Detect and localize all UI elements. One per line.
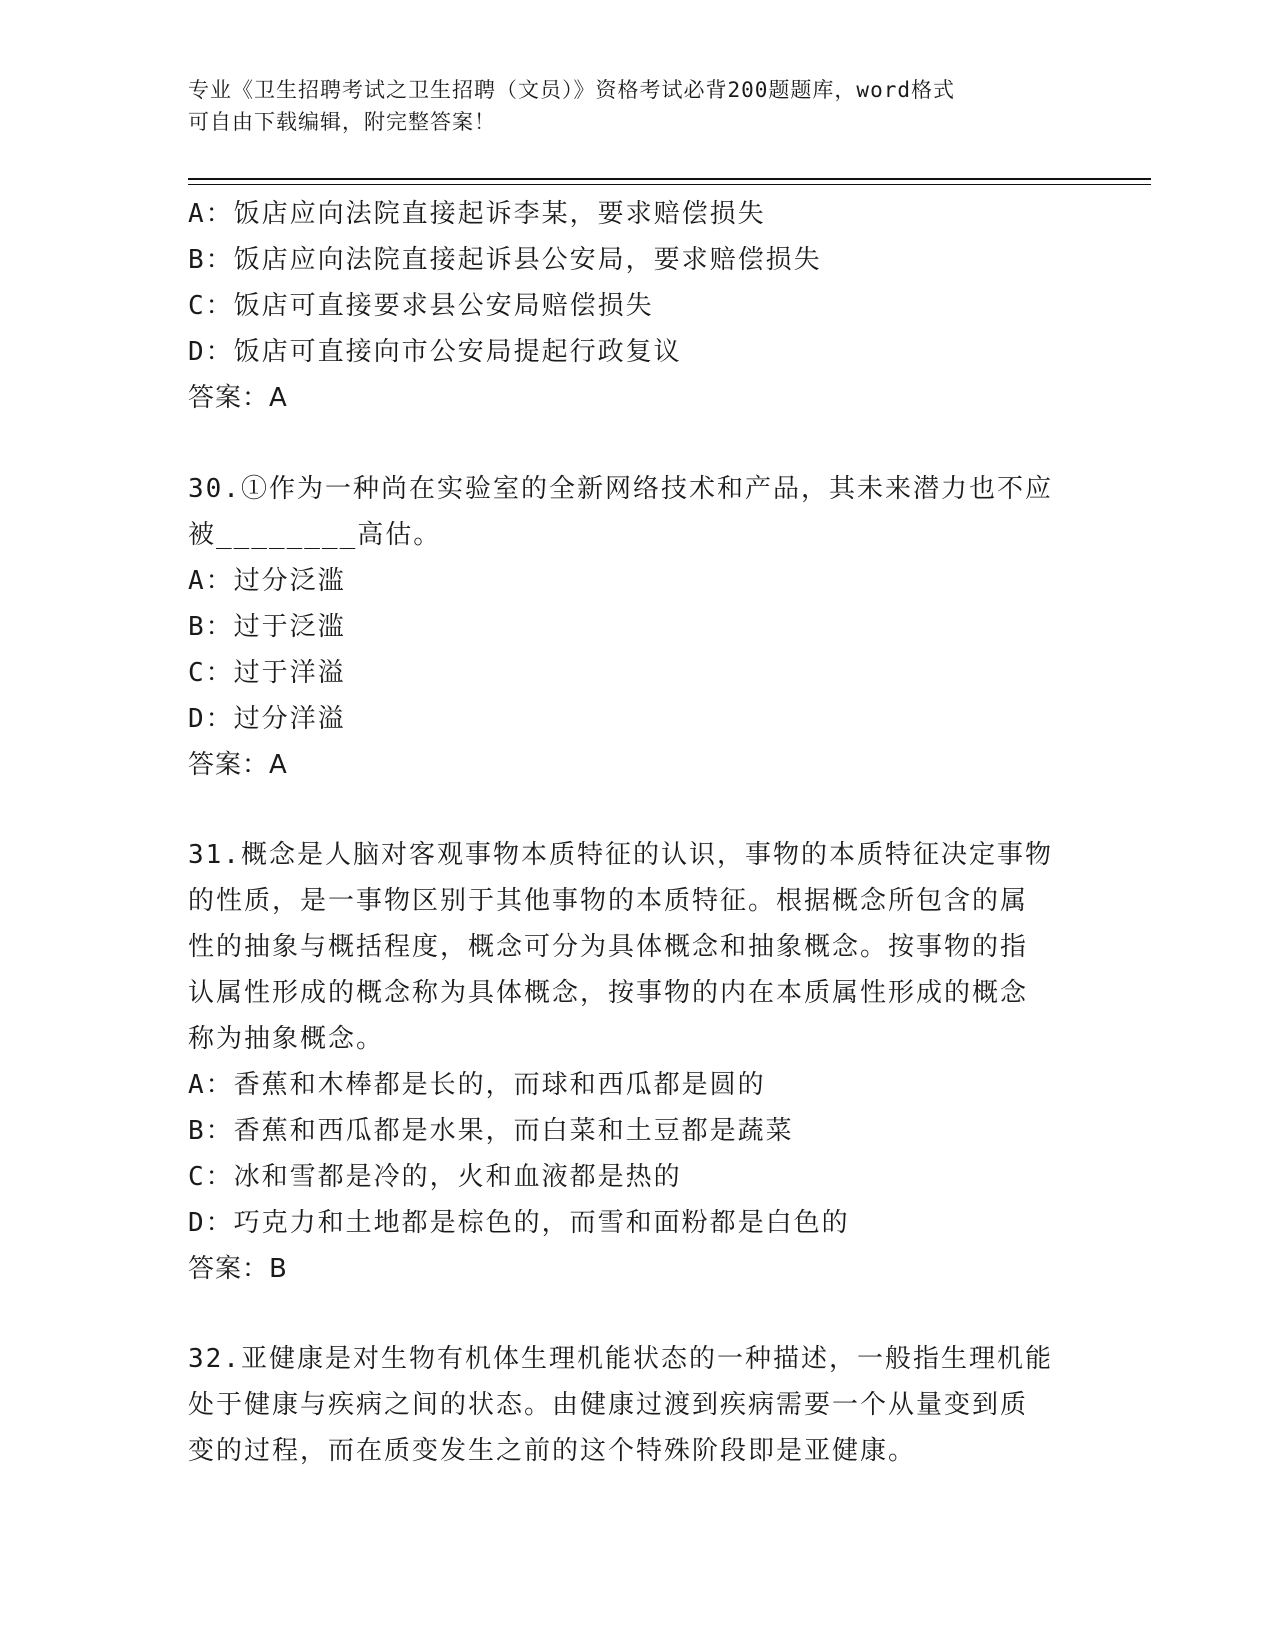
option-b: B：过于泛滥 xyxy=(188,612,346,642)
option-b: B：香蕉和西瓜都是水果，而白菜和土豆都是蔬菜 xyxy=(188,1116,794,1146)
option-a: A：饭店应向法院直接起诉李某，要求赔偿损失 xyxy=(188,199,766,229)
option-d: D：饭店可直接向市公安局提起行政复议 xyxy=(188,337,682,367)
spacer xyxy=(188,788,1088,832)
question-32 xyxy=(188,1336,1088,1474)
answer-line: 答案：B xyxy=(188,1254,288,1284)
question-stem-line: 性的抽象与概括程度，概念可分为具体概念和抽象概念。按事物的指 xyxy=(188,932,1029,962)
question-stem-line: 处于健康与疾病之间的状态。由健康过渡到疾病需要一个从量变到质 xyxy=(188,1390,1029,1420)
option-a: A：过分泛滥 xyxy=(188,566,346,596)
question-stem-line: 变的过程，而在质变发生之前的这个特殊阶段即是亚健康。 xyxy=(188,1436,917,1466)
header-title-line2: 可自由下载编辑，附完整答案！ xyxy=(188,110,496,134)
question-stem-line: 32.亚健康是对生物有机体生理机能状态的一种描述，一般指生理机能 xyxy=(188,1344,1053,1374)
header-title-line1: 专业《卫生招聘考试之卫生招聘（文员）》资格考试必背200题题库，word格式 xyxy=(188,78,955,102)
option-d: D：过分洋溢 xyxy=(188,704,346,734)
question-stem-line: 30.①作为一种尚在实验室的全新网络技术和产品，其未来潜力也不应 xyxy=(188,474,1053,504)
question-29 xyxy=(188,191,1088,421)
question-stem-line: 的性质，是一事物区别于其他事物的本质特征。根据概念所包含的属 xyxy=(188,886,1029,916)
option-c: C：冰和雪都是冷的，火和血液都是热的 xyxy=(188,1162,682,1192)
spacer xyxy=(188,421,1088,466)
answer-line: 答案：A xyxy=(188,750,288,780)
question-content xyxy=(188,191,1088,1474)
option-d: D：巧克力和土地都是棕色的，而雪和面粉都是白色的 xyxy=(188,1208,850,1238)
document-header xyxy=(188,74,1068,138)
question-31 xyxy=(188,832,1088,1292)
question-stem-line: 认属性形成的概念称为具体概念，按事物的内在本质属性形成的概念 xyxy=(188,978,1029,1008)
header-divider-thick xyxy=(188,178,1151,180)
option-b: B：饭店应向法院直接起诉县公安局，要求赔偿损失 xyxy=(188,245,822,275)
option-a: A：香蕉和木棒都是长的，而球和西瓜都是圆的 xyxy=(188,1070,766,1100)
option-c: C：过于洋溢 xyxy=(188,658,346,688)
question-stem-line: 31.概念是人脑对客观事物本质特征的认识，事物的本质特征决定事物 xyxy=(188,840,1053,870)
question-stem-line: 称为抽象概念。 xyxy=(188,1024,385,1054)
question-stem-line: 被________高估。 xyxy=(188,520,442,550)
option-c: C：饭店可直接要求县公安局赔偿损失 xyxy=(188,291,654,321)
answer-line: 答案：A xyxy=(188,383,288,413)
spacer xyxy=(188,1292,1088,1336)
header-divider-thin xyxy=(188,184,1151,185)
question-30 xyxy=(188,466,1088,788)
